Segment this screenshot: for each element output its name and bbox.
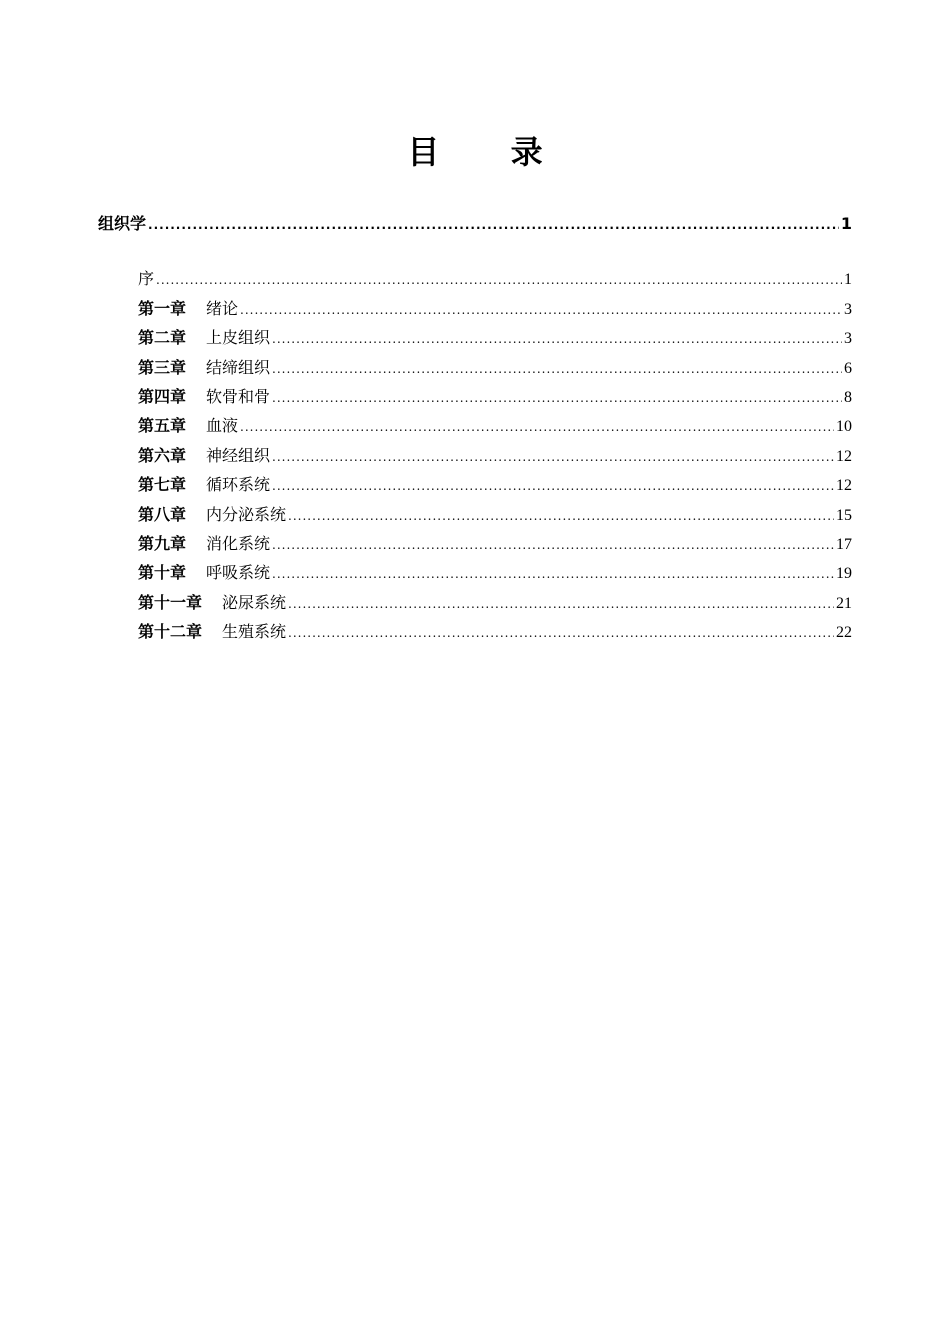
toc-leader-dots xyxy=(272,443,834,471)
page-title: 目 录 xyxy=(407,133,573,171)
toc-page-number: 6 xyxy=(844,359,852,377)
toc-entry-title: 神经组织 xyxy=(206,445,271,465)
toc-entry-title: 循环系统 xyxy=(206,475,271,495)
toc-entry-chapter-6[interactable] xyxy=(138,442,852,471)
toc-entry-chapter-1[interactable] xyxy=(138,295,852,324)
toc-chapter-number: 第二章 xyxy=(138,328,187,348)
toc-page-number: 12 xyxy=(836,447,852,465)
toc-entry-chapter-2[interactable] xyxy=(138,324,852,353)
toc-chapter-number: 第一章 xyxy=(138,298,187,318)
toc-entry-chapter-10[interactable] xyxy=(138,559,852,588)
toc-entry-title: 泌尿系统 xyxy=(222,592,287,612)
toc-chapter-number: 第七章 xyxy=(138,475,187,495)
toc-entry-title: 消化系统 xyxy=(206,534,271,554)
toc-page-number: 3 xyxy=(844,330,852,348)
toc-leader-dots xyxy=(288,590,834,618)
toc-entry-chapter-7[interactable] xyxy=(138,471,852,500)
toc-leader-dots xyxy=(156,266,842,294)
table-of-contents xyxy=(98,210,852,648)
toc-entry-title: 绪论 xyxy=(206,298,239,318)
toc-page-number: 19 xyxy=(836,565,852,583)
toc-chapter-number: 第十二章 xyxy=(138,622,203,642)
toc-entry-title: 序 xyxy=(138,269,155,289)
toc-page-number: 1 xyxy=(840,214,852,233)
toc-leader-dots xyxy=(272,325,842,353)
toc-chapter-number: 第九章 xyxy=(138,534,187,554)
toc-page-number: 1 xyxy=(844,271,852,289)
toc-entry-title: 呼吸系统 xyxy=(206,563,271,583)
toc-chapter-number: 第五章 xyxy=(138,416,187,436)
toc-section-entry[interactable] xyxy=(98,210,852,239)
toc-page-number: 21 xyxy=(836,594,852,612)
toc-entry-chapter-5[interactable] xyxy=(138,412,852,441)
toc-chapter-number: 第三章 xyxy=(138,357,187,377)
toc-entry-chapter-11[interactable] xyxy=(138,589,852,618)
toc-leader-dots xyxy=(240,296,842,324)
toc-entry-chapter-4[interactable] xyxy=(138,383,852,412)
toc-entry-chapter-9[interactable] xyxy=(138,530,852,559)
toc-leader-dots xyxy=(272,472,834,500)
toc-entry-chapter-3[interactable] xyxy=(138,354,852,383)
toc-page-number: 3 xyxy=(844,300,852,318)
toc-entry-title: 软骨和骨 xyxy=(206,387,271,407)
toc-chapter-number: 第六章 xyxy=(138,445,187,465)
toc-leader-dots xyxy=(272,355,842,383)
toc-page-number: 8 xyxy=(844,389,852,407)
toc-leader-dots xyxy=(148,211,839,239)
toc-page-number: 17 xyxy=(836,536,852,554)
toc-chapter-number: 第十章 xyxy=(138,563,187,583)
toc-leader-dots xyxy=(272,560,834,588)
toc-entry-chapter-8[interactable] xyxy=(138,501,852,530)
toc-chapter-number: 第十一章 xyxy=(138,592,203,612)
toc-entry-title: 上皮组织 xyxy=(206,328,271,348)
toc-leader-dots xyxy=(272,531,834,559)
toc-section-label: 组织学 xyxy=(98,214,147,233)
toc-page-number: 12 xyxy=(836,477,852,495)
toc-entry-title: 内分泌系统 xyxy=(206,504,287,524)
toc-leader-dots xyxy=(288,619,834,647)
toc-chapter-number: 第四章 xyxy=(138,387,187,407)
toc-leader-dots xyxy=(272,384,842,412)
toc-entry-title: 生殖系统 xyxy=(222,622,287,642)
toc-leader-dots xyxy=(288,502,834,530)
toc-entry-preface[interactable] xyxy=(138,265,852,294)
toc-entry-title: 结缔组织 xyxy=(206,357,271,377)
toc-page-number: 22 xyxy=(836,624,852,642)
toc-entry-title: 血液 xyxy=(206,416,239,436)
toc-entry-chapter-12[interactable] xyxy=(138,618,852,647)
toc-page-number: 10 xyxy=(836,418,852,436)
toc-page-number: 15 xyxy=(836,506,852,524)
toc-chapter-number: 第八章 xyxy=(138,504,187,524)
toc-leader-dots xyxy=(240,413,834,441)
